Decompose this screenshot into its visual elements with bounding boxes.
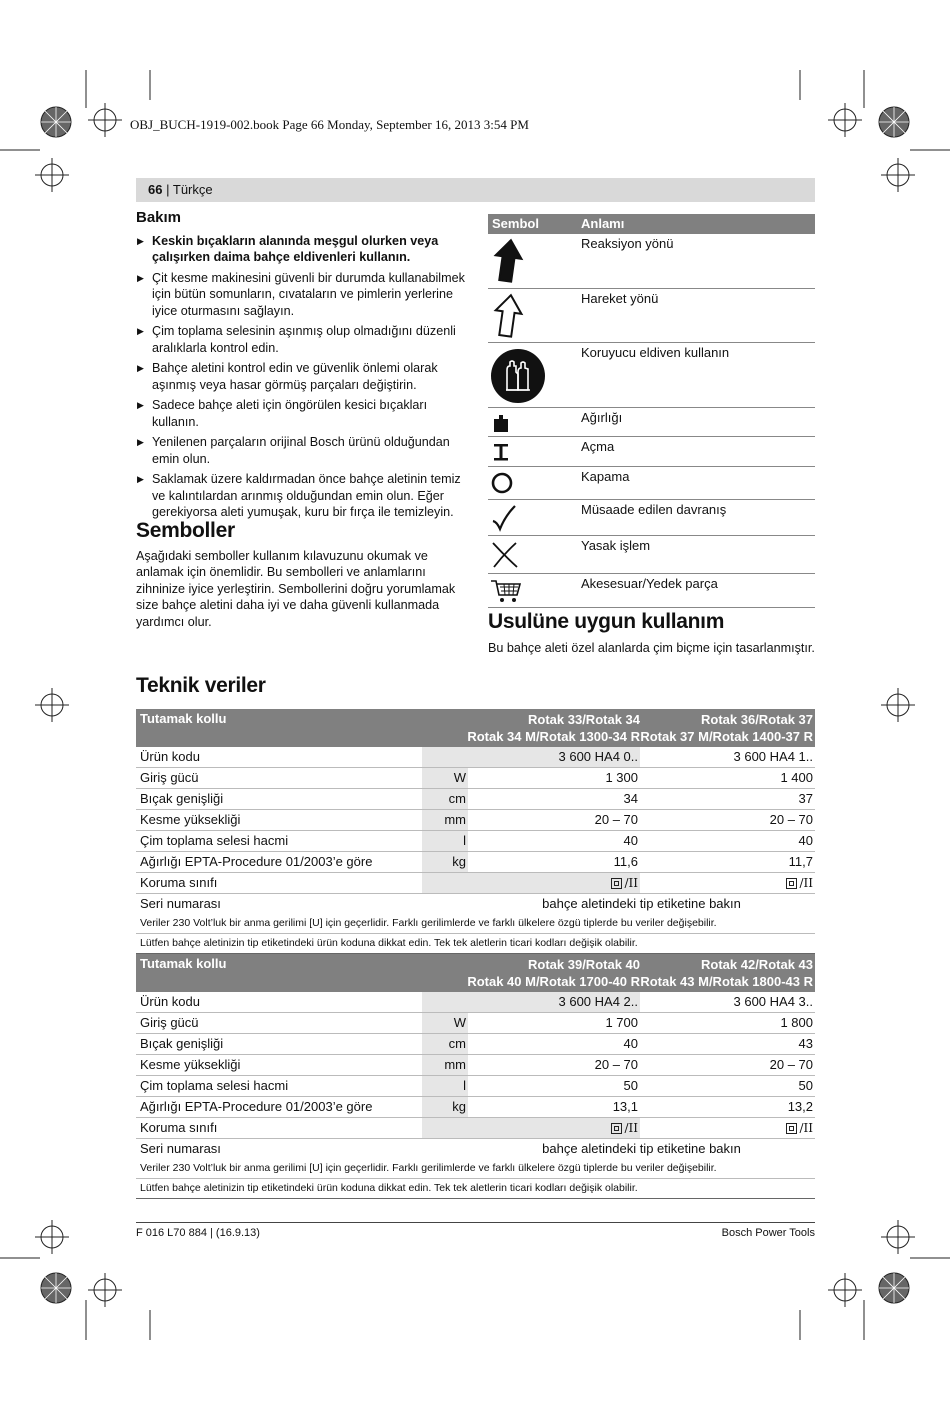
row-label: Ağırlığı EPTA-Procedure 01/2003’e göre: [140, 1099, 373, 1114]
row-value-1: 1 300: [605, 770, 638, 785]
row-unit: [422, 992, 468, 1012]
row-unit: W: [422, 1013, 468, 1033]
row-value-1: 20 – 70: [594, 1057, 638, 1072]
model-2-header: [640, 711, 813, 745]
check-icon: [490, 504, 518, 535]
maintenance-section: [136, 210, 466, 525]
protection-class-text: /II: [624, 876, 638, 890]
row-unit: l: [422, 1076, 468, 1096]
row-label: Bıçak genişliği: [140, 1036, 224, 1051]
page-bar-separator: |: [166, 182, 170, 197]
row-unit: W: [422, 768, 468, 788]
weight-icon: [490, 412, 512, 437]
table-row: [136, 894, 815, 914]
model-2-line-1: Rotak 36/Rotak 37: [701, 712, 813, 727]
print-header: OBJ_BUCH-1919-002.book Page 66 Monday, September 16, 2013 3:54 PM: [130, 117, 529, 132]
table-row: [136, 992, 815, 1013]
model-1-header: [467, 711, 640, 745]
row-value-2: 50: [798, 1078, 813, 1093]
header-meaning: Anlamı: [581, 216, 625, 231]
row-value-2: 1 400: [780, 770, 813, 785]
symbols-text: Aşağıdaki semboller kullanım kılavuzunu okumak ve anlamak için önemlidir. Bu sembolleri ve anlamlarını zihninize iyice yerleştirin. Sembollerini doğru yorumlamak size bahçe aletini daha iyi ve daha güvenli kullanmada yardımcı olur.: [136, 548, 456, 629]
protection-class-icon: [611, 873, 638, 893]
row-value-1: 34: [623, 791, 638, 806]
symbols-title: Semboller: [136, 519, 235, 542]
model-1-line-2: Rotak 34 M/Rotak 1300-34 R: [467, 729, 640, 744]
model-2-line-2: Rotak 37 M/Rotak 1400-37 R: [640, 729, 813, 744]
protection-class-text: /II: [799, 1121, 813, 1135]
tech-table-header: [136, 709, 815, 747]
symbol-row: [488, 408, 815, 437]
list-item: ▶ Bahçe aletini kontrol edin ve güvenlik önlemi olarak aşınmış veya hasar görmüş parçaları değiştirin.: [136, 360, 466, 393]
protection-class-text: /II: [624, 1121, 638, 1135]
row-unit: cm: [422, 1034, 468, 1054]
gloves-icon: [490, 348, 546, 407]
row-unit: [422, 873, 468, 893]
row-value-2: [640, 1118, 815, 1140]
table-row: [136, 831, 815, 852]
protection-class-icon: [786, 1118, 813, 1138]
row-value-1: [468, 873, 640, 893]
symbol-meaning: Müsaade edilen davranış: [581, 502, 727, 517]
row-value-2: 3 600 HA4 3..: [733, 994, 813, 1009]
row-label: Kesme yüksekliği: [140, 812, 241, 827]
outline-arrow-icon: [490, 292, 526, 343]
protection-class-icon: [611, 1118, 638, 1138]
row-label: Çim toplama selesi hacmi: [140, 833, 289, 848]
row-label: Ürün kodu: [140, 749, 200, 764]
header-label: Tutamak kollu: [140, 711, 227, 726]
tech-title: Teknik veriler: [136, 674, 266, 697]
row-value-2: 40: [798, 833, 813, 848]
footer-divider: [136, 1222, 815, 1223]
symbol-meaning: Kapama: [581, 469, 630, 484]
table-row: [136, 747, 815, 768]
symbol-meaning: Koruyucu eldiven kullanın: [581, 345, 730, 360]
header-symbol: Sembol: [492, 216, 539, 231]
row-label: Kesme yüksekliği: [140, 1057, 241, 1072]
list-item: ▶ Yenilenen parçaların orijinal Bosch ürünü olduğundan emin olun.: [136, 434, 466, 467]
tech-table-1: [136, 709, 815, 954]
page-language: Türkçe: [172, 182, 213, 197]
protection-class-icon: [786, 873, 813, 893]
row-unit: [422, 747, 468, 767]
table-row: [136, 1055, 815, 1076]
row-label: Çim toplama selesi hacmi: [140, 1078, 289, 1093]
table-row: [136, 1013, 815, 1034]
row-label: Seri numarası: [140, 1141, 221, 1156]
tech-table-header: [136, 954, 815, 992]
page-number: 66: [148, 182, 163, 197]
row-label: Ağırlığı EPTA-Procedure 01/2003’e göre: [140, 854, 373, 869]
list-item: ▶ Sadece bahçe aleti için öngörülen kesici bıçakları kullanın.: [136, 397, 466, 430]
header-label: Tutamak kollu: [140, 956, 227, 971]
row-value-1: 3 600 HA4 2..: [468, 992, 640, 1012]
symbol-row: [488, 234, 815, 289]
cart-icon: [490, 578, 522, 607]
symbol-meaning: Hareket yönü: [581, 291, 659, 306]
symbol-row: [488, 574, 815, 608]
on-icon: [490, 441, 512, 466]
row-value-1: 3 600 HA4 0..: [468, 747, 640, 767]
row-label: Seri numarası: [140, 896, 221, 911]
symbol-meaning: Ağırlığı: [581, 410, 623, 425]
table-row: [136, 1076, 815, 1097]
row-value-2: 37: [798, 791, 813, 806]
row-value-2: 11,7: [788, 854, 813, 869]
page-bar: [136, 178, 815, 202]
table-note: Lütfen bahçe aletinizin tip etiketindeki ürün koduna dikkat edin. Tek tek aletlerin ticari kodları değişik olabilir.: [136, 1179, 815, 1199]
row-value-1: 11,6: [613, 854, 638, 869]
list-item: ▶ Çit kesme makinesini güvenli bir durumda kullanabilmek için bütün somunların, cıvataların ve pimlerin yerlerine iyice oturmasını sağlayın.: [136, 270, 466, 320]
model-2-line-2: Rotak 43 M/Rotak 1800-43 R: [640, 974, 813, 989]
table-row: [136, 789, 815, 810]
model-1-line-1: Rotak 33/Rotak 34: [528, 712, 640, 727]
table-note: Lütfen bahçe aletinizin tip etiketindeki ürün koduna dikkat edin. Tek tek aletlerin ticari kodları değişik olabilir.: [136, 934, 815, 954]
symbols-section: [136, 519, 466, 630]
filled-arrow-icon: [490, 237, 526, 288]
intended-use-title: Usulüne uygun kullanım: [488, 610, 725, 633]
table-row: [136, 1034, 815, 1055]
model-1-line-1: Rotak 39/Rotak 40: [528, 957, 640, 972]
row-label: Koruma sınıfı: [140, 1120, 218, 1135]
row-unit: mm: [422, 810, 468, 830]
symbol-row: [488, 437, 815, 467]
table-row: [136, 1097, 815, 1118]
row-label: Giriş gücü: [140, 770, 199, 785]
symbol-meaning: Akesesuar/Yedek parça: [581, 576, 718, 591]
list-item: ▶ Keskin bıçakların alanında meşgul olurken veya çalışırken daima bahçe eldivenleri kullanın.: [136, 233, 466, 266]
intended-use-text: Bu bahçe aleti özel alanlarda çim biçme için tasarlanmıştır.: [488, 641, 815, 655]
table-note: Veriler 230 Volt’luk bir anma gerilimi [U] için geçerlidir. Farklı gerilimlerde ve farklı ülkelere özgü tiplerde bu veriler değişebilir.: [136, 914, 815, 934]
footer-right: Bosch Power Tools: [721, 1227, 815, 1239]
symbol-meaning: Açma: [581, 439, 615, 454]
symbol-row: [488, 536, 815, 574]
symbol-table: [488, 214, 815, 608]
row-label: Giriş gücü: [140, 1015, 199, 1030]
table-note: Veriler 230 Volt’luk bir anma gerilimi [U] için geçerlidir. Farklı gerilimlerde ve farklı ülkelere özgü tiplerde bu veriler değişebilir.: [136, 1159, 815, 1179]
symbol-row: [488, 343, 815, 408]
row-unit: cm: [422, 789, 468, 809]
model-2-line-1: Rotak 42/Rotak 43: [701, 957, 813, 972]
row-value-1: 20 – 70: [594, 812, 638, 827]
table-row: [136, 768, 815, 789]
row-value-1: [468, 1118, 640, 1138]
row-value-2: 1 800: [780, 1015, 813, 1030]
model-2-header: [640, 956, 813, 990]
row-unit: l: [422, 831, 468, 851]
row-value-2: 13,2: [787, 1099, 813, 1114]
symbol-row: [488, 500, 815, 536]
row-label: Bıçak genişliği: [140, 791, 224, 806]
symbol-meaning: Reaksiyon yönü: [581, 236, 674, 251]
protection-class-text: /II: [799, 876, 813, 890]
row-value-2: 20 – 70: [769, 1057, 813, 1072]
symbol-row: [488, 467, 815, 500]
table-row: [136, 1139, 815, 1159]
symbol-table-header: [488, 214, 815, 234]
table-row: [136, 852, 815, 873]
model-1-header: [467, 956, 640, 990]
symbol-meaning: Yasak işlem: [581, 538, 651, 553]
row-value-1: 50: [623, 1078, 638, 1093]
row-value-1: 40: [623, 833, 638, 848]
table-row: [136, 810, 815, 831]
row-unit: kg: [422, 852, 468, 872]
row-value-2: [640, 873, 815, 895]
row-value-1: 1 700: [605, 1015, 638, 1030]
model-1-line-2: Rotak 40 M/Rotak 1700-40 R: [467, 974, 640, 989]
row-value-2: 43: [798, 1036, 813, 1051]
off-icon: [490, 471, 514, 498]
cross-icon: [490, 540, 520, 573]
row-value-2: 20 – 70: [769, 812, 813, 827]
list-item: ▶ Saklamak üzere kaldırmadan önce bahçe aletinin temiz ve kalıntılardan arınmış olduğundan emin olun. Eğer gerekiyorsa aleti yumuşak, kuru bir fırça ile temizleyin.: [136, 471, 466, 521]
symbol-row: [488, 289, 815, 343]
row-unit: mm: [422, 1055, 468, 1075]
intended-use-section: [488, 610, 815, 657]
row-value-1: 13,1: [612, 1099, 638, 1114]
maintenance-list: [136, 233, 466, 521]
list-item: ▶ Çim toplama selesinin aşınmış olup olmadığını düzenli aralıklarla kontrol edin.: [136, 323, 466, 356]
maintenance-title: Bakım: [136, 209, 182, 226]
tech-table-2: [136, 954, 815, 1199]
serial-value: bahçe aletindeki tip etiketine bakın: [542, 1141, 741, 1156]
row-unit: kg: [422, 1097, 468, 1117]
serial-value: bahçe aletindeki tip etiketine bakın: [542, 896, 741, 911]
table-row: [136, 1118, 815, 1139]
row-label: Koruma sınıfı: [140, 875, 218, 890]
row-unit: [422, 1118, 468, 1138]
row-value-1: 40: [623, 1036, 638, 1051]
row-value-2: 3 600 HA4 1..: [733, 749, 813, 764]
table-row: [136, 873, 815, 894]
row-label: Ürün kodu: [140, 994, 200, 1009]
footer-left: F 016 L70 884 | (16.9.13): [136, 1227, 260, 1239]
